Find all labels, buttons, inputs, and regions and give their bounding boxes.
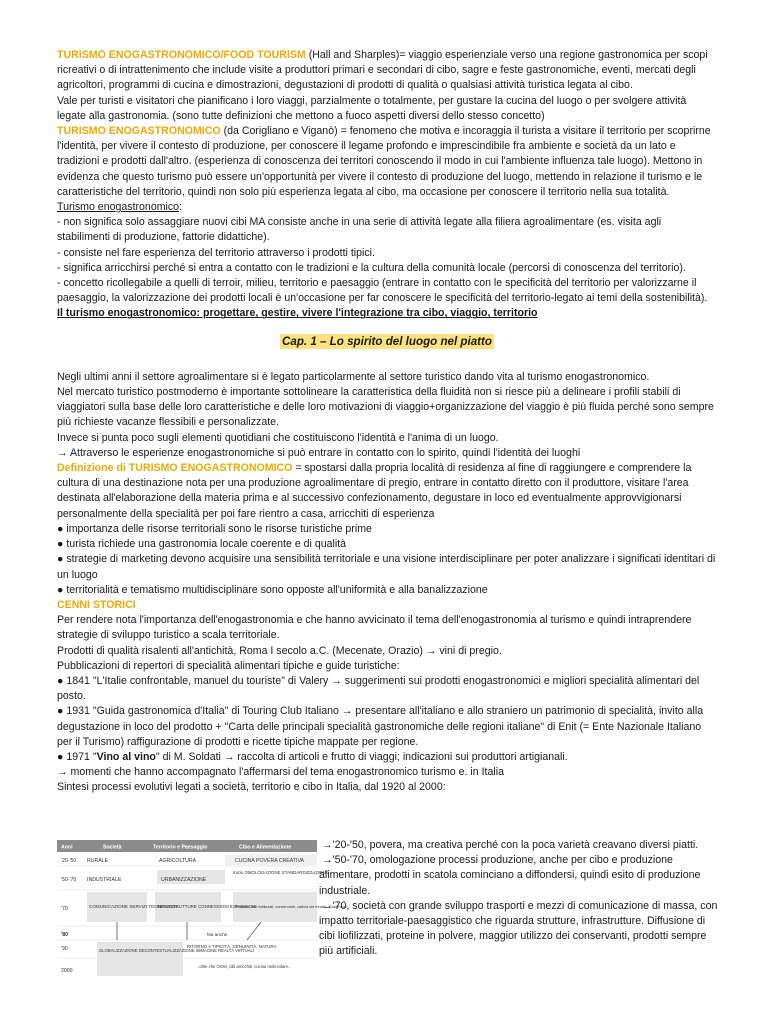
list-item: - non significa solo assaggiare nuovi cibi MA consiste anche in una serie di attività legate alla filiera agroalimentare (es. visita agli stabilimenti di produzione, fattorie didattiche). — [57, 216, 662, 244]
cell-societa: INDUSTRIALE — [87, 877, 122, 883]
cell-cibo: Proteine, cibi liofilizzati, conservanti, catena del freddo.. Fast Food — [235, 905, 347, 909]
paragraph: → Attraverso le esperienze enogastronomiche si può entrare in contatto con lo spirito, quindi l'identità dei luoghi — [57, 446, 581, 459]
paragraph: Invece si punta poco sugli elementi quotidiani che costituiscono l'identità e l'anima di un luogo. — [57, 431, 499, 444]
paragraph-corigliano — [57, 124, 717, 200]
chapter-title: Cap. 1 – Lo spirito del luogo nel piatto — [282, 334, 492, 348]
book-name: Vino al vino — [96, 750, 156, 763]
paragraph: Pubblicazioni di repertori di specialità alimentari tipiche e guide turistiche: — [57, 659, 400, 672]
cell-societa: GLOBALIZZAZIONE DECONTESTUALIZZAZIONE IMMAGINE REALTÀ VIRTUALI — [99, 948, 255, 953]
bullet-item — [57, 750, 717, 765]
paragraph: Negli ultimi anni il settore agroalimentare si è legato particolarmente al settore turistico dando vita al turismo enogastronomico. — [57, 370, 650, 383]
paragraph: Prodotti di qualità risalenti all'antichità, Roma I secolo a.C. (Mecenate, Orazio) → vini di pregio. — [57, 644, 502, 657]
cell-cibo: Inizio OMOLOGAZIONE STANDARDIZZAZIONE — [233, 870, 329, 875]
table-commentary — [319, 838, 719, 960]
table-header-territorio: Territorio e Paesaggio — [153, 844, 208, 851]
evolution-table — [57, 840, 347, 980]
heading-colon: : — [179, 201, 183, 214]
cell-territorio: Ma anche — [207, 932, 228, 937]
paragraph-definition — [57, 461, 717, 522]
paragraph-text: (da Corigliano e Viganò) = fenomeno che motiva e incoraggia il turista a visitare il territorio per scoprirne l'identità, per vivere il contesto di produzione, per conoscere il legame profondo e imprescindibile fra ambiente e società da un lato e tradizioni e prodotti dall'altro. (esperienza di conoscenza dei territori conoscendo il modo in cui l'ambiente influenza tale luogo). Mettono in evidenza che questo turismo può essere un'opportunità per vivere il contesto di produzione del luogo, mettendo in relazione il turismo e le caratteristiche del territorio, quindi non solo più esperienza legata al cibo, ma occasione per conoscere il territorio nella sua totalità. — [57, 125, 711, 198]
commentary-item: →'20-'50, povera, ma creativa perché con la poca varietà creavano diversi piatti. — [322, 839, 699, 851]
bullet-item: ● importanza delle risorse territoriali sono le risorse turistiche prime — [57, 522, 372, 535]
bullet-item: ● turista richiede una gastronomia locale coerente e di qualità — [57, 538, 347, 551]
paragraph: Sintesi processi evolutivi legati a società, territorio e cibo in Italia, dal 1920 al 2000: — [57, 781, 446, 794]
paragraph-text: (Hall and Sharples)= viaggio esperienziale verso una regione gastronomica per scopi ricreativi o di intrattenimento che include visite a produttori primari e secondari di cibo, sagre e feste gastronomiche, eventi, mercati degli agricoltori, programmi di cucina e dimostrazioni, degustazioni di prodotti di qualità o qualsiasi attività turistica legata al cibo. — [57, 49, 708, 92]
text-fragment: " di M. Soldati → raccolta di articoli e frutto di viaggi; indicazioni sui produttori artigianali. — [155, 750, 568, 763]
cell-territorio: AGRICOLTURA — [159, 858, 197, 864]
table-header-anni: Anni — [61, 844, 73, 851]
heading-text: Turismo enogastronomico — [57, 201, 180, 214]
cell-territorio: RITORNO A TIPICITÀ, GENUINITÀ, NATURA — [187, 944, 277, 949]
term-turismo: TURISMO ENOGASTRONOMICO — [57, 125, 221, 138]
term-food-tourism: TURISMO ENOGASTRONOMICO/FOOD TOURISM — [57, 49, 306, 61]
cell-societa: RURALE — [87, 858, 109, 864]
cell-territorio: ..oltre che OGM, cibi arricchiti, cucina molecolare.. — [197, 964, 291, 969]
cell-year: '90 — [61, 946, 68, 952]
cell-year: '80 — [61, 932, 69, 938]
paragraph-food-tourism — [57, 48, 717, 94]
paragraph: → momenti che hanno accompagnato l'affermarsi del tema enogastronomico turismo e. in Italia — [57, 766, 504, 779]
cell-territorio: INFRASTRUTTURE CONNESSIONI ESPANSIONI — [157, 904, 257, 909]
commentary-item: →'70, società con grande sviluppo trasporti e mezzi di comunicazione di massa, con impatto territoriale-paesaggistico che riguarda strutture, infrastrutture. Diffusione di cibi liofilizzati, proteine in polvere, maggior utilizzo dei conservanti, prodotti sempre più artificiali. — [319, 899, 718, 958]
cell-territorio: URBANIZZAZIONE — [161, 877, 207, 883]
paragraph: Nel mercato turistico postmoderno è importante sottolineare la caratteristica della fluidità non si riesce più a delineare i profili stabili di viaggiatori sulla base delle loro caratteristiche e delle loro motivazioni di viaggio+organizzazione del viaggio è più fluida perché sono sempre più richieste vacanze flessibili e personalizzate. — [57, 386, 714, 429]
paragraph: Per rendere nota l'importanza dell'enogastronomia e che hanno avvicinato il tema dell'enogastronomia al turismo e quindi intraprendere strategie di sviluppo turistico a scala territoriale. — [57, 614, 692, 642]
text-fragment: ● 1971 " — [57, 750, 97, 763]
bullet-item: ● territorialità e tematismo multidisciplinare sono opposte all'uniformità e alla banalizzazione — [57, 583, 488, 596]
list-item: - concetto ricollegabile a quelli di terroir, milieu, territorio e paesaggio (entrare in contatto con le specificità del territorio per valorizzarne il paesaggio, la valorizzazione dei prodotti locali è un'occasione per far conoscere le specificità del territorio-legato ai temi della sostenibilità). — [57, 277, 708, 305]
bullet-item: ● strategie di marketing devono acquisire una sensibilità territoriale e una visione interdisciplinare per poter analizzare i significati identitari di un luogo — [57, 553, 716, 581]
bullet-item: ● 1841 "L'Italie confrontable, manuel du touriste" di Valery → suggerimenti sui prodotti enogastronomici e migliori specialità alimentari del posto. — [57, 674, 700, 703]
cell-year: '20-'50 — [61, 858, 77, 864]
section-heading-te — [57, 200, 717, 215]
list-item: - consiste nel fare esperienza del territorio attraverso i prodotti tipici. — [57, 246, 375, 259]
paragraph-travellers: Vale per turisti e visitatori che pianificano i loro viaggi, parzialmente o totalmente, per gustare la cucina del luogo o per svolgere attività legate alla gastronomia. (sono tutte definizioni che mettono a fuoco aspetti diversi dello stesso concetto) — [57, 94, 687, 122]
cell-societa: COMUNICAZIONE SERVIZI TECNOLOGIE — [89, 904, 179, 909]
cell-year: '50-'70 — [61, 877, 77, 883]
paragraph-text: = spostarsi dalla propria località di residenza al fine di raggiungere e comprendere la cultura di una destinazione nota per una produzione agroalimentare di pregio, entrare in contatto diretto con il produttore, visitare l'area destinata all'elaborazione della materia prima e al successivo confezionamento, degustare in loco ed eventualmente approvvigionarsi personalmente della specialità per poi fare rientro a casa, arricchiti di esperienza — [57, 462, 692, 520]
commentary-item: →'50-'70, omologazione processi produzione, anche per cibo e produzione alimentare, prodotti in scatola cominciano a diffondersi, quindi esito di produzione industriale. — [319, 854, 701, 897]
bullet-item: ● 1931 "Guida gastronomica d'Italia" di Touring Club Italiano → presentare all'italiano e allo straniero un patrimonio di specialità, invito alla degustazione in loco del prodotto + "Carta delle principali specialità gastronomiche delle regioni italiane" di Enit (= Ente Nazionale Italiano per il Turismo) raffigurazione di prodotti e ricette tipiche mappate per regione. — [57, 705, 704, 748]
table-header-societa: Società — [103, 844, 122, 851]
cell-year: 2000 — [61, 968, 73, 974]
list-item: - significa arricchirsi perché si entra a contatto con le tradizioni e la cultura della comunità locale (percorsi di conoscenza del territorio). — [57, 261, 686, 274]
cell-year: '70 — [61, 906, 68, 912]
chapter-heading — [57, 334, 717, 350]
table-header-cibo: Cibo e Alimentazione — [239, 844, 292, 851]
term-definition: Definizione di TURISMO ENOGASTRONOMICO — [57, 462, 293, 475]
book-title: Il turismo enogastronomico: progettare, gestire, vivere l'integrazione tra cibo, viaggio, territorio — [57, 307, 538, 320]
notes-column — [57, 48, 717, 796]
cell-cibo: CUCINA POVERA CREATIVA — [235, 858, 304, 864]
section-heading-cenni: CENNI STORICI — [57, 598, 136, 611]
